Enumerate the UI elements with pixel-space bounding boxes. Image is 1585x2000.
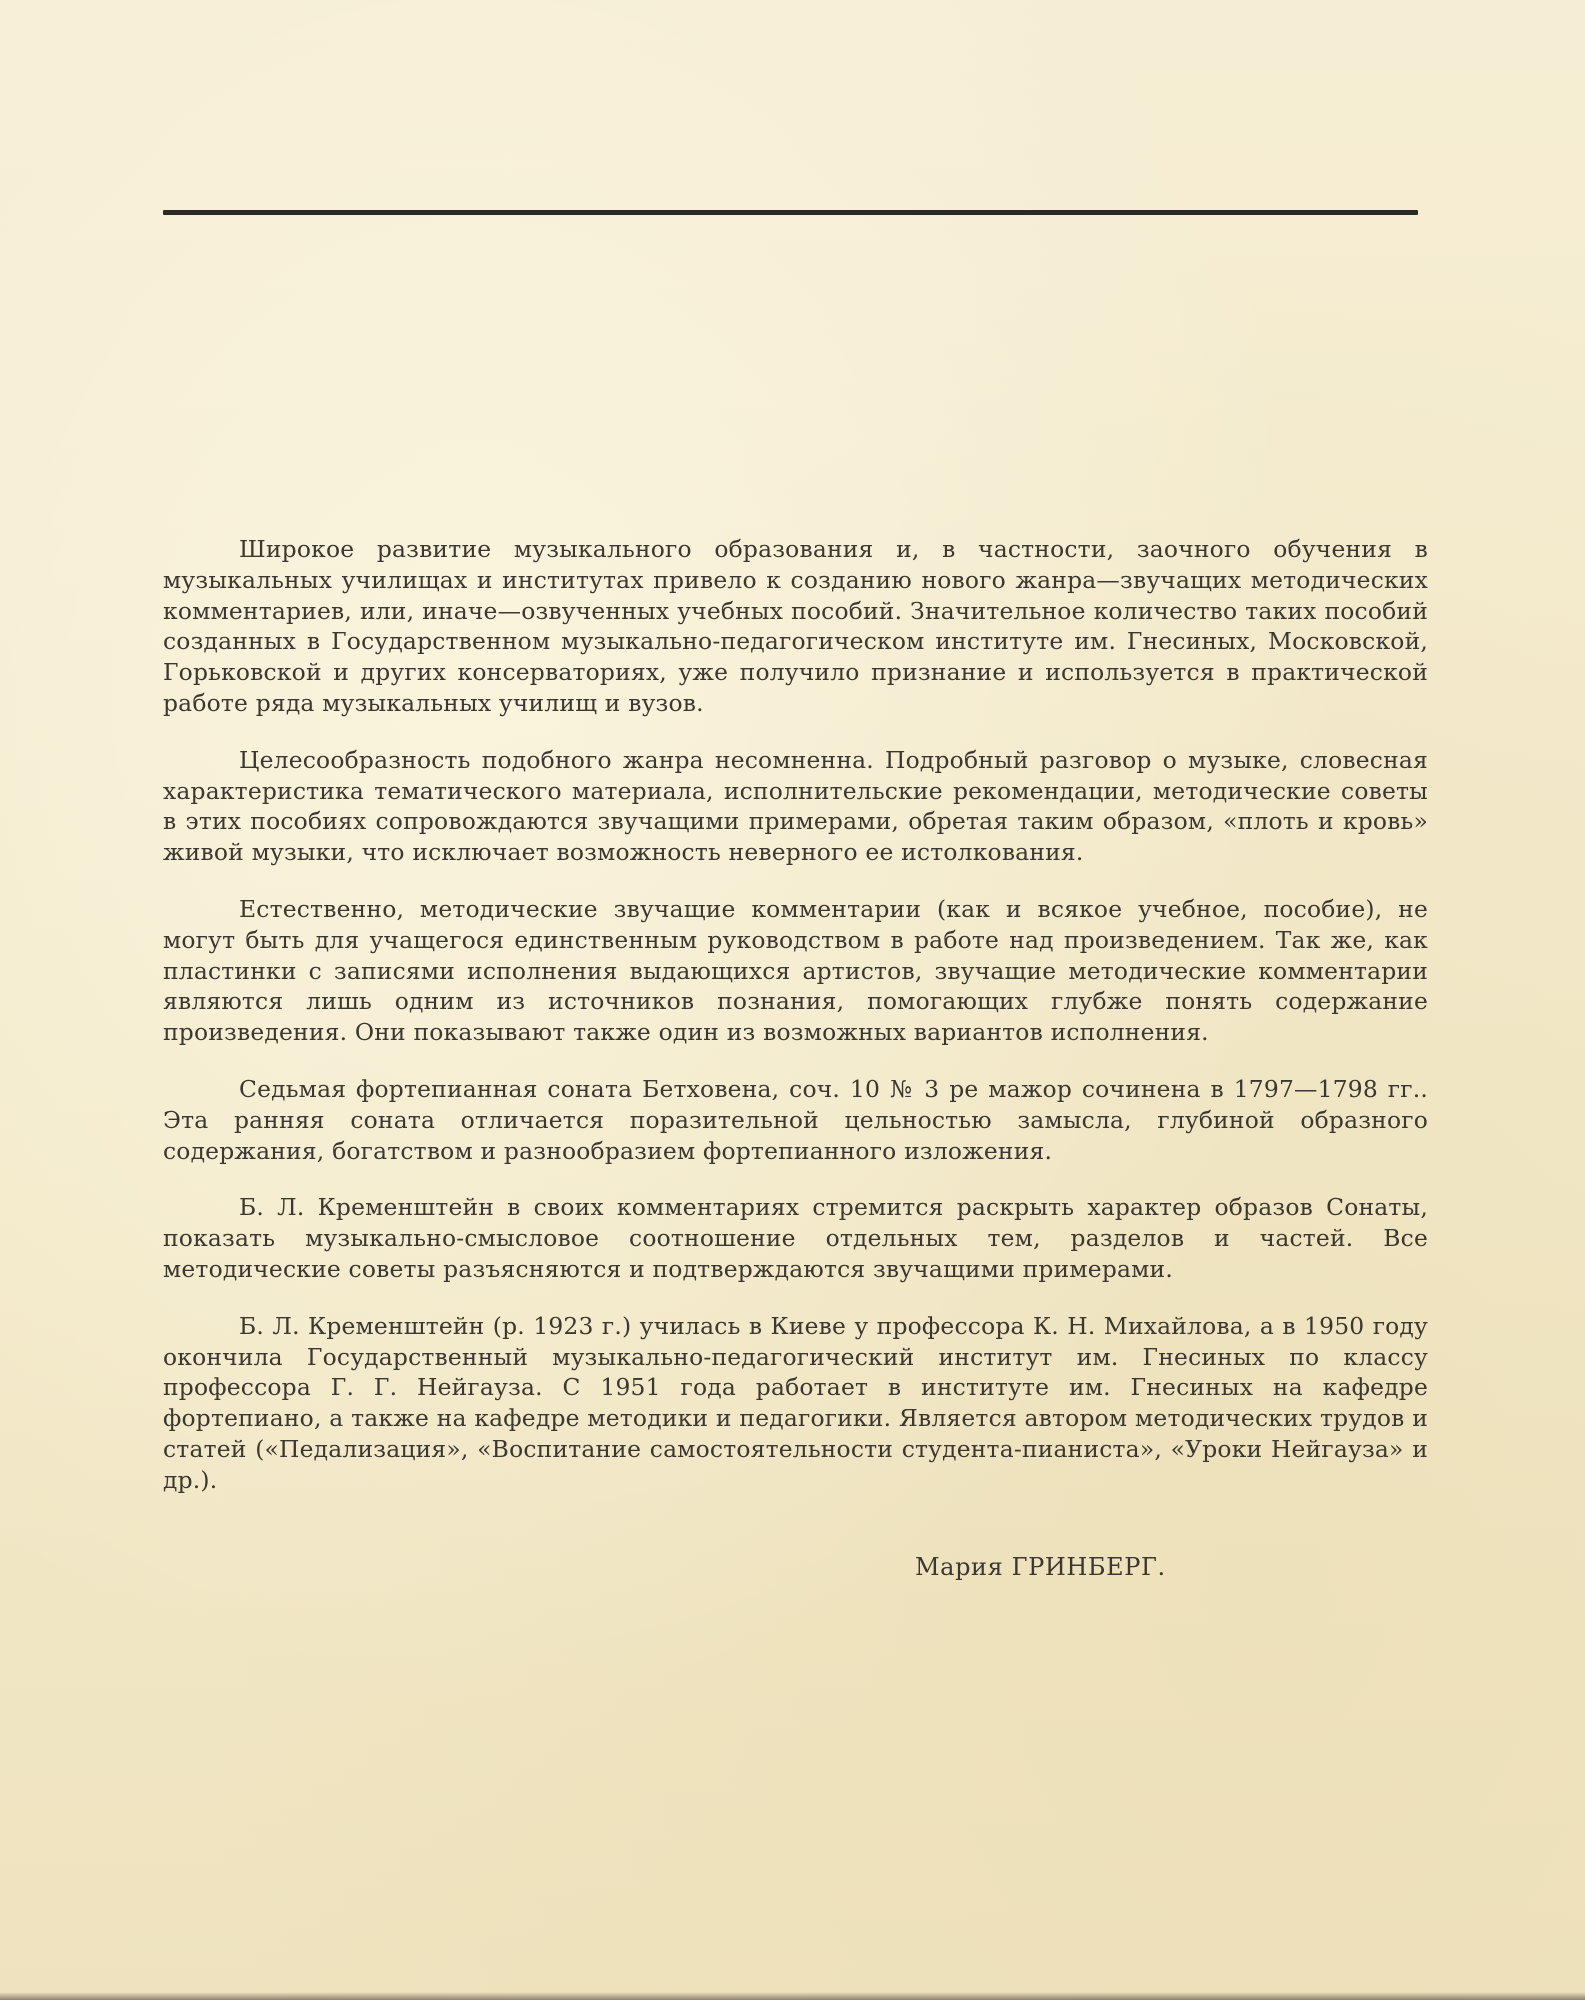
paragraph-1: Широкое развитие музыкального образования и, в частности, заочного обучения в музыкальных училищах и институтах привело к созданию нового жанра—звучащих методических комментариев, или, иначе—озвученных учебных пособий. Значительное количество таких пособий созданных в Государственном музыкально-педагогическом институте им. Гнесиных, Московской, Горьковской и других консерваториях, уже получило признание и используется в практической работе ряда музыкальных училищ и вузов. xyxy=(163,535,1428,717)
body-text xyxy=(163,534,1428,1522)
paragraph-3: Естественно, методические звучащие комментарии (как и всякое учебное, пособие), не могут быть для учащегося единственным руководством в работе над произведением. Так же, как пластинки с записями исполнения выдающихся артистов, звучащие методические комментарии являются лишь одним из источников познания, помогающих глубже понять содержание произведения. Они показывают также один из возможных вариантов исполнения. xyxy=(163,894,1428,1047)
paragraph-6: Б. Л. Кременштейн (р. 1923 г.) училась в Киеве у профессора К. Н. Михайлова, а в 1950 году окончила Государственный музыкально-педагогический институт им. Гнесиных по классу профессора Г. Г. Нейгауза. С 1951 года работает в институте им. Гнесиных на кафедре фортепиано, а также на кафедре методики и педагогики. Является автором методических трудов и статей («Педализация», «Воспитание самостоятельности студента-пианиста», «Уроки Нейгауза» и др.). xyxy=(163,1311,1428,1494)
top-rule xyxy=(163,210,1418,215)
paragraph-5: Б. Л. Кременштейн в своих комментариях стремится раскрыть характер образов Сонаты, показать музыкально-смысловое соотношение отдельных тем, разделов и частей. Все методические советы разъясняются и подтверждаются звучащими примерами. xyxy=(163,1193,1428,1283)
paragraph-4: Седьмая фортепианная соната Бетховена, соч. 10 № 3 ре мажор сочинена в 1797—1798 гг.. Эта ранняя соната отличается поразительной цельностью замысла, глубиной образного содержания, богатством и разнообразием фортепианного изложения. xyxy=(163,1074,1428,1165)
paragraph-2: Целесообразность подобного жанра несомненна. Подробный разговор о музыке, словесная характеристика тематического материала, исполнительские рекомендации, методические советы в этих пособиях сопровождаются звучащими примерами, обретая таким образом, «плоть и кровь» живой музыки, что исключает возможность неверного ее истолкования. xyxy=(163,745,1428,867)
author-signature: Мария ГРИНБЕРГ. xyxy=(915,1553,1166,1581)
bottom-edge-shadow xyxy=(0,1992,1585,2000)
